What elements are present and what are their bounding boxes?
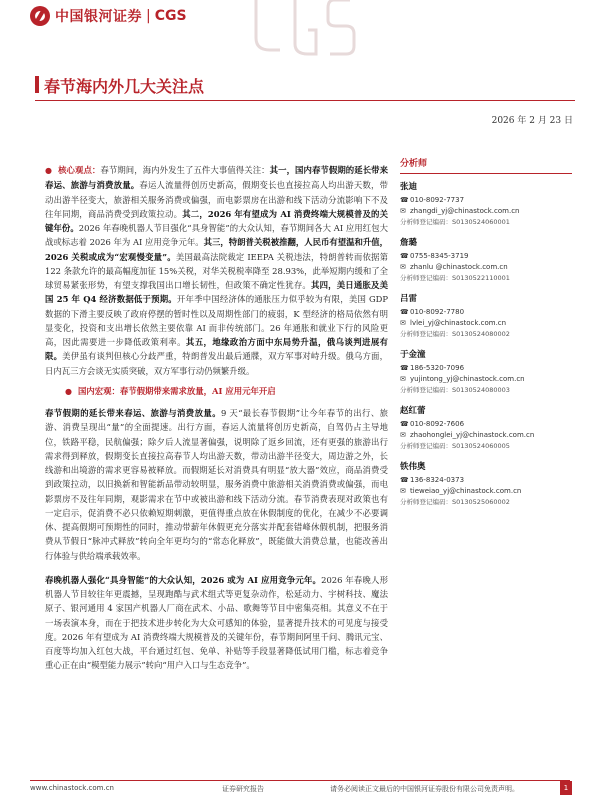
core-view-detail: 春运人流量得创历史新高，假期变长也直接拉高人均出游天数，带动出游半径变大，旅游相关服务消费或偏强，而电影票房在出游和线下活动分流影响下不及往年同期，商品消费受到政策拉动。 [45, 180, 389, 219]
title-accent-bar [35, 76, 39, 93]
analyst-list [400, 180, 572, 508]
footer-disclaimer: 请务必阅读正文最后的中国银河证券股份有限公司免责声明。 [330, 785, 519, 793]
core-view-key-point: 其四，美日通胀及美国 25 年 Q4 经济数据低于预期。 [45, 280, 388, 305]
analyst-phone-row [400, 195, 572, 206]
email-icon: ✉ [400, 431, 406, 439]
analyst-phone: 010-8092-7780 [410, 308, 465, 316]
robot-ai-lead: 春晚机器人强化“具身智能”的大众认知，2026 或为 AI 应用竞争元年。 [45, 574, 322, 585]
phone-icon: ☎ [400, 420, 409, 428]
core-view-detail: 春节期间，海内外发生了五件大事值得关注： [100, 165, 270, 175]
analyst-registration: 分析师登记编码：S0130522110001 [400, 274, 510, 282]
analyst-name: 詹璐 [400, 238, 418, 248]
analyst-card [400, 180, 572, 228]
page-number: 1 [560, 781, 572, 795]
cgs-watermark-graphic [250, 0, 360, 58]
robot-ai-body: 2026 年春晚人形机器人节目较往年更震撼，呈现跑酷与武术组式等更复杂动作，松延动力、宇树科技、魔法原子、银河通用 4 家国产机器人厂商在武术、小品、歌舞等节目中密集亮相。其意义不在于一场表演本身，而在于把技术进步转化为大众可感知的体验，显著提升技术的可见度与接受度。2026 年有望成为 AI 消费终端大规模普及的关键年份，春节期间阿里千问、腾讯元宝、百度等均加入红包大战，平台通过红包、免单、补贴等手段显著降低试用门槛，标志着竞争重心正在由“模型能力展示”转向“用户入口与生态竞争”。 [45, 574, 388, 671]
email-icon: ✉ [400, 319, 406, 327]
analyst-registration: 分析师登记编码：S0130525060002 [400, 498, 510, 506]
analyst-email-row [400, 430, 572, 441]
spring-festival-body: 9 天“最长春节假期”让今年春节的出行、旅游、消费呈现出“量”的全面提速。出行方面，春运人流量将创历史新高，自驾仍占主导地位，铁路平稳，民航偏强；除夕后人流显著偏强，说明除了返乡回流，还有更强的旅游出行需求得到释放，假期变长直接拉高春节人均出游天数，带动出游半径变大，周边游之外，长线游和出境游的需求更容易被释放。而假期延长对消费具有明显“放大器”效应，商品消费受到政策拉动，以旧换新和智能新品带动较明显，服务消费中旅游相关消费消费或偏强，而电影票房不及往年同期，观影需求在节中或被出游和线下活动分流。春节消费表现对政策也有一定启示，促消费不必只依赖短期刺激，更值得重点放在休假制度的优化，在减少不必要调休、提高假期可预期性的同时，推动带薪年休假更充分落实并配套错峰休假机制，把服务消费从节假日“脉冲式释放”转向全年更均匀的“常态化释放”，既能做大消费总量，也能改善出行体验与供给端承载效率。 [45, 408, 388, 561]
phone-icon: ☎ [400, 476, 409, 484]
section-heading-text: 国内宏观：春节假期带来需求放量，AI 应用元年开启 [77, 385, 276, 396]
brand-logo [30, 6, 187, 26]
bullet-icon: ● [45, 166, 53, 175]
analyst-card [400, 404, 572, 452]
analyst-email[interactable]: yujintong_yj@chinastock.com.cn [410, 375, 525, 383]
analyst-registration: 分析师登记编码：S0130524060005 [400, 442, 510, 450]
analyst-name: 张迪 [400, 182, 418, 192]
report-date: 2026 年 2 月 23 日 [491, 116, 573, 126]
sidebar-title: 分析师 [400, 156, 572, 174]
phone-icon: ☎ [400, 364, 409, 372]
analyst-registration: 分析师登记编码：S0130524080003 [400, 386, 510, 394]
analyst-name: 铁伟奥 [400, 462, 426, 472]
analyst-phone: 186-5320-7096 [410, 364, 465, 372]
title-divider [35, 100, 575, 101]
analyst-phone-row [400, 475, 572, 486]
email-icon: ✉ [400, 487, 406, 495]
page-title: 春节海内外几大关注点 [44, 77, 205, 96]
bullet-icon: ● [65, 385, 72, 396]
core-view-detail: 美伊虽有谈判但核心分歧严重，特朗普发出最后通牒，双方军事对峙升级。俄乌方面，日内瓦三方会谈无实质突破，双方军事行动仍频繁升级。 [45, 351, 389, 376]
analyst-phone-row [400, 307, 572, 318]
spring-festival-lead: 春节假期的延长带来春运、旅游与消费放量。 [45, 408, 221, 418]
phone-icon: ☎ [400, 196, 409, 204]
analyst-card [400, 292, 572, 340]
brand-name-en: CGS [154, 8, 187, 24]
analyst-email[interactable]: tieweiao_yj@chinastock.com.cn [410, 487, 522, 495]
analyst-email-row [400, 262, 572, 273]
analyst-email-row [400, 318, 572, 329]
footer-divider [30, 780, 570, 781]
core-view-detail: 美国最高法院裁定 IEEPA 关税违法，特朗普转而依据第 122 条款允许的最高幅度加征 15%关税，对华关税税率降至 28.93%，此举短期内缓和了全球贸易紧张形势，有望支撑我国出口增长韧性，但政策不确定性犹存。 [45, 251, 389, 290]
core-view-paragraph [45, 163, 388, 378]
email-icon: ✉ [400, 263, 406, 271]
analyst-email[interactable]: zhaohonglei_yj@chinastock.com.cn [410, 431, 535, 439]
footer-site-link[interactable]: www.chinastock.com.cn [30, 784, 114, 792]
analyst-card [400, 460, 572, 508]
analyst-phone-row [400, 251, 572, 262]
analyst-email[interactable]: lvlei_yj@chinastock.com.cn [410, 319, 507, 327]
analyst-phone-row [400, 363, 572, 374]
analyst-name: 于金潼 [400, 350, 426, 360]
footer-report-type: 证券研究报告 [222, 785, 264, 793]
core-view-key-point: 其二，2026 年有望成为 AI 消费终端大规模普及的关键年份。 [45, 208, 388, 233]
analyst-email-row [400, 486, 572, 497]
section-heading-macro [65, 384, 388, 398]
core-view-key-point: 其一，国内春节假期的延长带来春运、旅游与消费放量。 [45, 165, 389, 191]
robot-ai-paragraph [45, 573, 388, 673]
core-view-key-point: 其五，地缘政治方面中东局势升温，俄乌谈判进展有限。 [45, 337, 389, 362]
analyst-phone: 136-8324-0373 [410, 476, 465, 484]
phone-icon: ☎ [400, 252, 409, 260]
email-icon: ✉ [400, 207, 406, 215]
analyst-card [400, 236, 572, 284]
analyst-phone: 010-8092-7606 [410, 420, 465, 428]
core-view-detail: 开年季中国经济体的通胀压力似乎较为有限，美国 GDP 数据的下滑主要反映了政府停摆的暂时性以及周期性部门的疲弱，K 型经济的格局依然有明显变化，投资和支出增长依然主要依靠 AI 而非传统部门。26 年通胀和就业下行的风险更高，因此需要进一步降低政策利率。 [45, 294, 388, 347]
page-header [0, 0, 600, 62]
analyst-email[interactable]: zhangdi_yj@chinastock.com.cn [410, 207, 520, 215]
analyst-name: 赵红蕾 [400, 406, 426, 416]
analyst-email-row [400, 374, 572, 385]
core-view-key-point: 其三，特朗普关税被推翻，人民币有望温和升值，2026 关税或成为“宏观慢变量”。 [45, 237, 388, 262]
analyst-sidebar [400, 156, 572, 516]
brand-logo-icon [30, 6, 50, 26]
core-view-text [45, 165, 388, 376]
analyst-registration: 分析师登记编码：S0130524060001 [400, 218, 510, 226]
analyst-phone-row [400, 419, 572, 430]
analyst-card [400, 348, 572, 396]
brand-separator: | [146, 8, 151, 24]
core-view-label: 核心观点： [58, 165, 101, 175]
main-content [45, 163, 388, 679]
analyst-email-row [400, 206, 572, 217]
analyst-phone: 010-8092-7737 [410, 196, 465, 204]
analyst-email[interactable]: zhanlu @chinastock.com.cn [410, 263, 508, 271]
email-icon: ✉ [400, 375, 406, 383]
analyst-name: 吕雷 [400, 294, 418, 304]
analyst-phone: 0755-8345-3719 [410, 252, 469, 260]
analyst-registration: 分析师登记编码：S0130524080002 [400, 330, 510, 338]
brand-name: 中国银河证券 [55, 9, 142, 25]
phone-icon: ☎ [400, 308, 409, 316]
spring-festival-paragraph [45, 406, 388, 563]
core-view-detail: 2026 年春晚机器人节目强化“具身智能”的大众认知，春节期间各大 AI 应用红包大战或标志着 2026 年为 AI 应用竞争元年。 [45, 223, 389, 248]
